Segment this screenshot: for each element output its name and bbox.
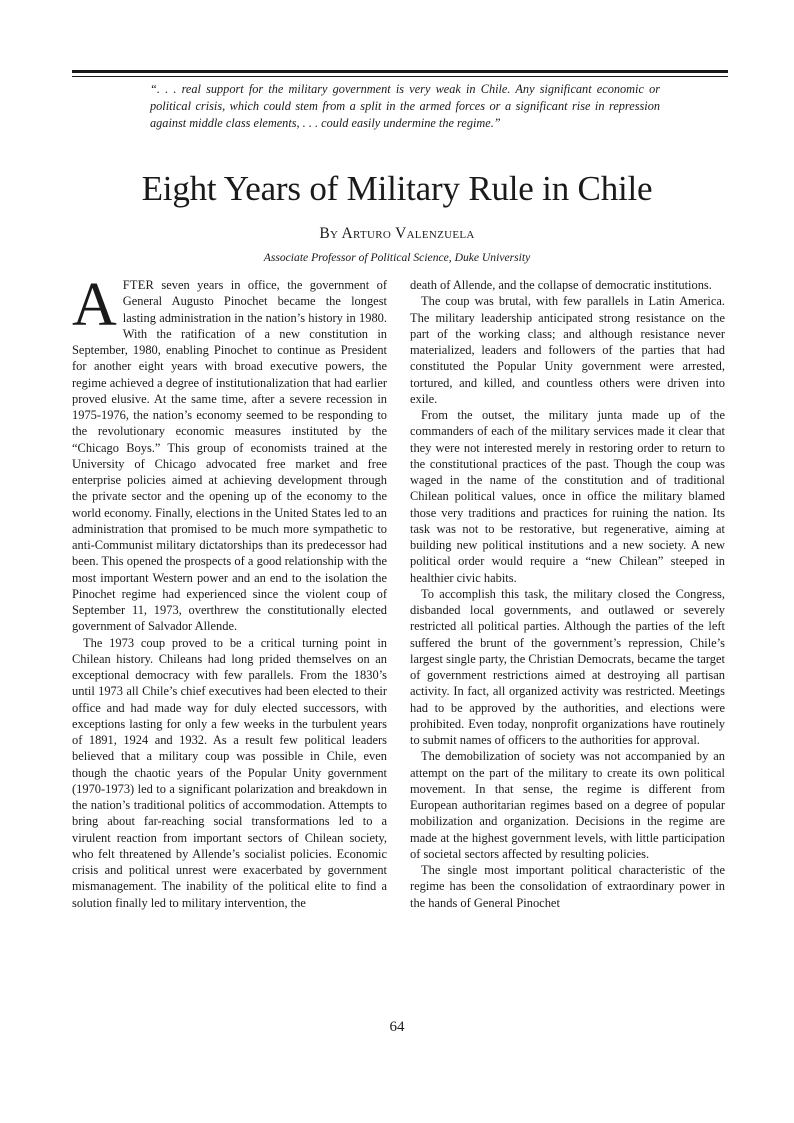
paragraph-1-text: seven years in office, the government of General Augusto Pinochet became the longest lasting administration in the nation’s history in 1980. With the ratification of a new constitution in September, 1980, enabling Pinochet to continue as President for another eight years with broad executive powers, the regime achieved a degree of institutionalization that had earlier proved elusive. At the same time, after a severe recession in 1975-1976, the nation’s economy seemed to be responding to the revolutionary economic measures instituted by the “Chicago Boys.” This group of economists trained at the University of Chicago advocated free market and free enterprise policies aimed at achieving development through the private sector and the opening up of the economy to the world economy. Finally, elections in the United States led to an administration that promised to be much more sympathetic to anti-Communist military dictatorships than its predecessor had been. This opened the prospects of a good relationship with the most important Western power and an end to the isolation the Pinochet regime had experienced since the violent coup of September 11, 1973, overthrew the constitutionally elected government of Salvador Allende. — [72, 278, 387, 634]
paragraph-2-continued: death of Allende, and the collapse of democratic institutions. — [410, 278, 712, 292]
paragraph-2: The 1973 coup proved to be a critical turning point in Chilean history. Chileans had long prided themselves on an exceptional democracy with few parallels. From the 1830’s until 1973 all Chile’s chief executives had been elected to their office and had made way for duly elected successors, with exceptions lasting for only a few weeks in the turbulent years of 1891, 1924 and 1932. As a result few political leaders believed that a military coup was possible in Chile, even though the chaotic years of the Popular Unity government (1970-1973) led to a significant polarization and breakdown in the nation’s traditional politics of accommodation. Attempts to bring about far-reaching social transformations led to a virulent reaction from important sectors of Chilean society, who felt threatened by Allende’s socialist policies. Economic crisis and political unrest were exacerbated by government mismanagement. The inability of the political elite to find a solution finally led to military intervention, the — [72, 635, 387, 910]
left-column — [72, 271, 387, 911]
top-rule-thick — [72, 70, 728, 73]
author-byline: By Arturo Valenzuela — [319, 225, 475, 242]
drop-cap: A — [72, 271, 117, 339]
page-number: 64 — [389, 1019, 405, 1035]
epigraph-quote: “. . . real support for the military government is very weak in Chile. Any significant economic or political crisis, which could stem from a split in the armed forces or a significant rise in repression against middle class elements, . . . could easily undermine the regime.” — [150, 82, 660, 130]
article-title: Eight Years of Military Rule in Chile — [141, 169, 653, 208]
paragraph-1 — [72, 271, 387, 635]
paragraph-4: From the outset, the military junta made up of the commanders of each of the military services made it clear that they were not interested merely in restoring order to return to the constitutional practices of the past. Though the coup was waged in the name of the constitution and of traditional Chilean political values, once in office the military blamed those very traditions and practices for ruining the nation. Its task was not to be restorative, but regenerative, aiming at building new political institutions and a new society. A new political order would require a “new Chilean” steeped in healthier civic habits. — [410, 408, 725, 585]
paragraph-7: The single most important political characteristic of the regime has been the consolidation of extraordinary power in the hands of General Pinochet — [410, 863, 725, 910]
top-rule-thin — [72, 76, 728, 77]
paragraph-3: The coup was brutal, with few parallels in Latin America. The military leadership anticipated strong resistance on the part of the working class; and although resistance never materialized, leaders and followers of the parties that had constituted the Popular Unity government were arrested, tortured, and killed, and countless others were driven into exile. — [410, 294, 725, 406]
lead-in-word: FTER — [122, 278, 154, 292]
author-affiliation: Associate Professor of Political Science, Duke University — [263, 251, 531, 264]
paragraph-5: To accomplish this task, the military closed the Congress, disbanded local governments, and outlawed or severely restricted all political parties. Although the parties of the left suffered the brunt of the government’s repression, Chile’s largest single party, the Christian Democrats, became the target of government restrictions aimed at destroying all partisan activity. In fact, all organized activity was restricted. Meetings had to be approved by the authorities, and elections were prohibited. Even today, nonprofit organizations have routinely to submit names of officers to the authorities for approval. — [410, 586, 725, 747]
right-column — [410, 277, 725, 911]
paragraph-6: The demobilization of society was not accompanied by an attempt on the part of the military to create its own political movement. In that sense, the regime is different from European authoritarian regimes based on a degree of popular mobilization and organization. Decisions in the regime are made at the highest government levels, with little participation of societal sectors affected by resulting policies. — [410, 749, 725, 861]
